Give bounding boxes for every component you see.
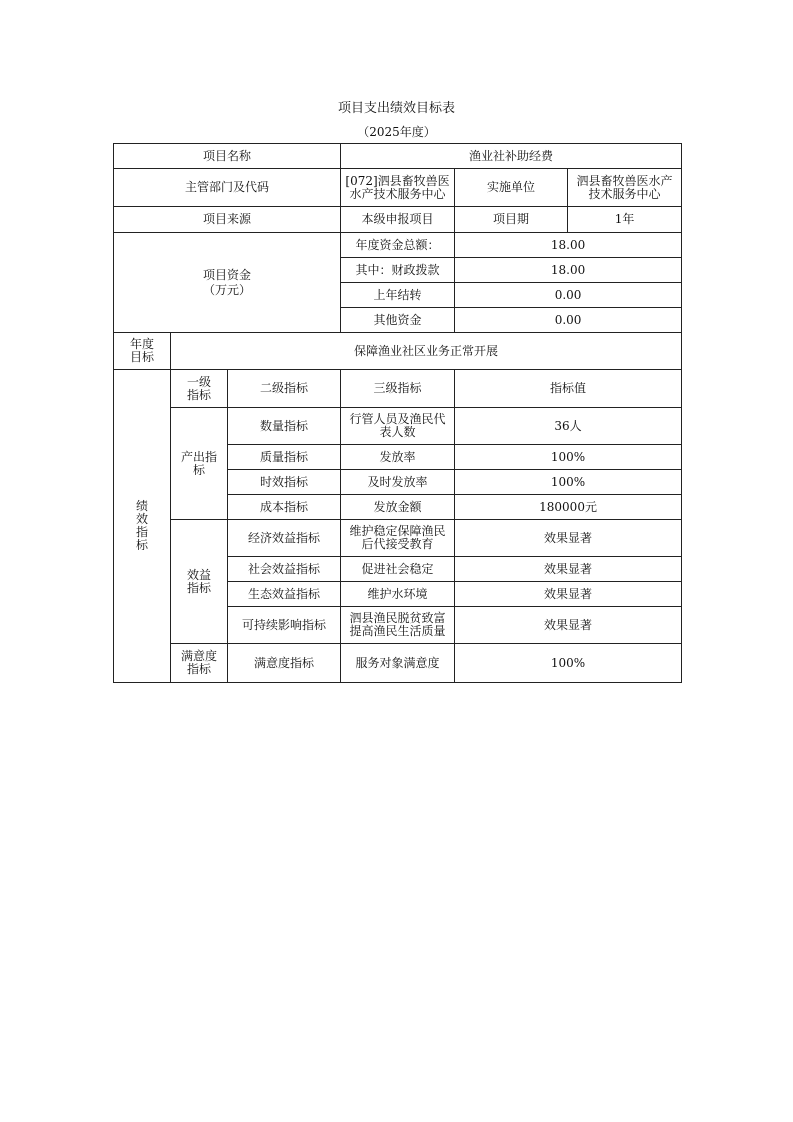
benefit-indicator-label: 效益指标 <box>171 520 228 644</box>
indicator-value-cell: 效果显著 <box>455 607 682 644</box>
level3-cell: 及时发放率 <box>341 470 455 495</box>
header-level3: 三级指标 <box>341 370 455 408</box>
page-subtitle: （2025年度） <box>357 125 436 139</box>
level3-cell: 维护水环境 <box>341 582 455 607</box>
indicator-value-cell: 100% <box>455 644 682 683</box>
other-funds-value: 0.00 <box>455 308 682 333</box>
header-level2: 二级指标 <box>228 370 341 408</box>
table-row <box>114 520 682 557</box>
level3-cell: 泗县渔民脱贫致富提高渔民生活质量 <box>341 607 455 644</box>
level3-cell: 发放金额 <box>341 495 455 520</box>
project-period-label: 项目期 <box>455 207 568 233</box>
project-name-label: 项目名称 <box>114 144 341 169</box>
header-level1: 一级指标 <box>171 370 228 408</box>
project-source-label: 项目来源 <box>114 207 341 233</box>
level2-cell: 可持续影响指标 <box>228 607 341 644</box>
indicator-value-cell: 100% <box>455 445 682 470</box>
performance-goal-table <box>113 143 682 683</box>
annual-goal-label: 年度目标 <box>114 333 171 370</box>
level3-cell: 发放率 <box>341 445 455 470</box>
carryover-label: 上年结转 <box>341 283 455 308</box>
level2-cell: 满意度指标 <box>228 644 341 683</box>
project-source-value: 本级申报项目 <box>341 207 455 233</box>
row-indicator-headers <box>114 370 682 408</box>
indicator-value-cell: 36人 <box>455 408 682 445</box>
implementing-unit-value: 泗县畜牧兽医水产技术服务中心 <box>568 169 682 207</box>
level3-cell: 行管人员及渔民代表人数 <box>341 408 455 445</box>
row-department <box>114 169 682 207</box>
annual-goal-value: 保障渔业社区业务正常开展 <box>171 333 682 370</box>
header-value: 指标值 <box>455 370 682 408</box>
satisfaction-indicator-label: 满意度指标 <box>171 644 228 683</box>
row-funds-total <box>114 233 682 258</box>
level2-cell: 经济效益指标 <box>228 520 341 557</box>
row-project-name <box>114 144 682 169</box>
carryover-value: 0.00 <box>455 283 682 308</box>
level3-cell: 服务对象满意度 <box>341 644 455 683</box>
annual-funds-total-value: 18.00 <box>455 233 682 258</box>
table-row <box>114 644 682 683</box>
department-label: 主管部门及代码 <box>114 169 341 207</box>
level3-cell: 促进社会稳定 <box>341 557 455 582</box>
project-period-value: 1年 <box>568 207 682 233</box>
row-source <box>114 207 682 233</box>
level2-cell: 成本指标 <box>228 495 341 520</box>
department-value: [072]泗县畜牧兽医水产技术服务中心 <box>341 169 455 207</box>
page-title: 项目支出绩效目标表 <box>337 101 455 116</box>
indicator-value-cell: 效果显著 <box>455 582 682 607</box>
table-row <box>114 408 682 445</box>
implementing-unit-label: 实施单位 <box>455 169 568 207</box>
row-annual-goal <box>114 333 682 370</box>
fiscal-allocation-value: 18.00 <box>455 258 682 283</box>
project-name-value: 渔业社补助经费 <box>341 144 682 169</box>
indicator-value-cell: 效果显著 <box>455 557 682 582</box>
level2-cell: 质量指标 <box>228 445 341 470</box>
level2-cell: 数量指标 <box>228 408 341 445</box>
annual-funds-total-label: 年度资金总额： <box>341 233 455 258</box>
level2-cell: 时效指标 <box>228 470 341 495</box>
other-funds-label: 其他资金 <box>341 308 455 333</box>
indicator-value-cell: 效果显著 <box>455 520 682 557</box>
indicator-value-cell: 180000元 <box>455 495 682 520</box>
level2-cell: 社会效益指标 <box>228 557 341 582</box>
indicator-value-cell: 100% <box>455 470 682 495</box>
fiscal-allocation-label: 其中：财政拨款 <box>341 258 455 283</box>
performance-indicators-label: 绩效指标 <box>114 370 171 683</box>
level3-cell: 维护稳定保障渔民后代接受教育 <box>341 520 455 557</box>
project-funds-label: 项目资金（万元） <box>114 233 341 333</box>
level2-cell: 生态效益指标 <box>228 582 341 607</box>
output-indicator-label: 产出指标 <box>171 408 228 520</box>
